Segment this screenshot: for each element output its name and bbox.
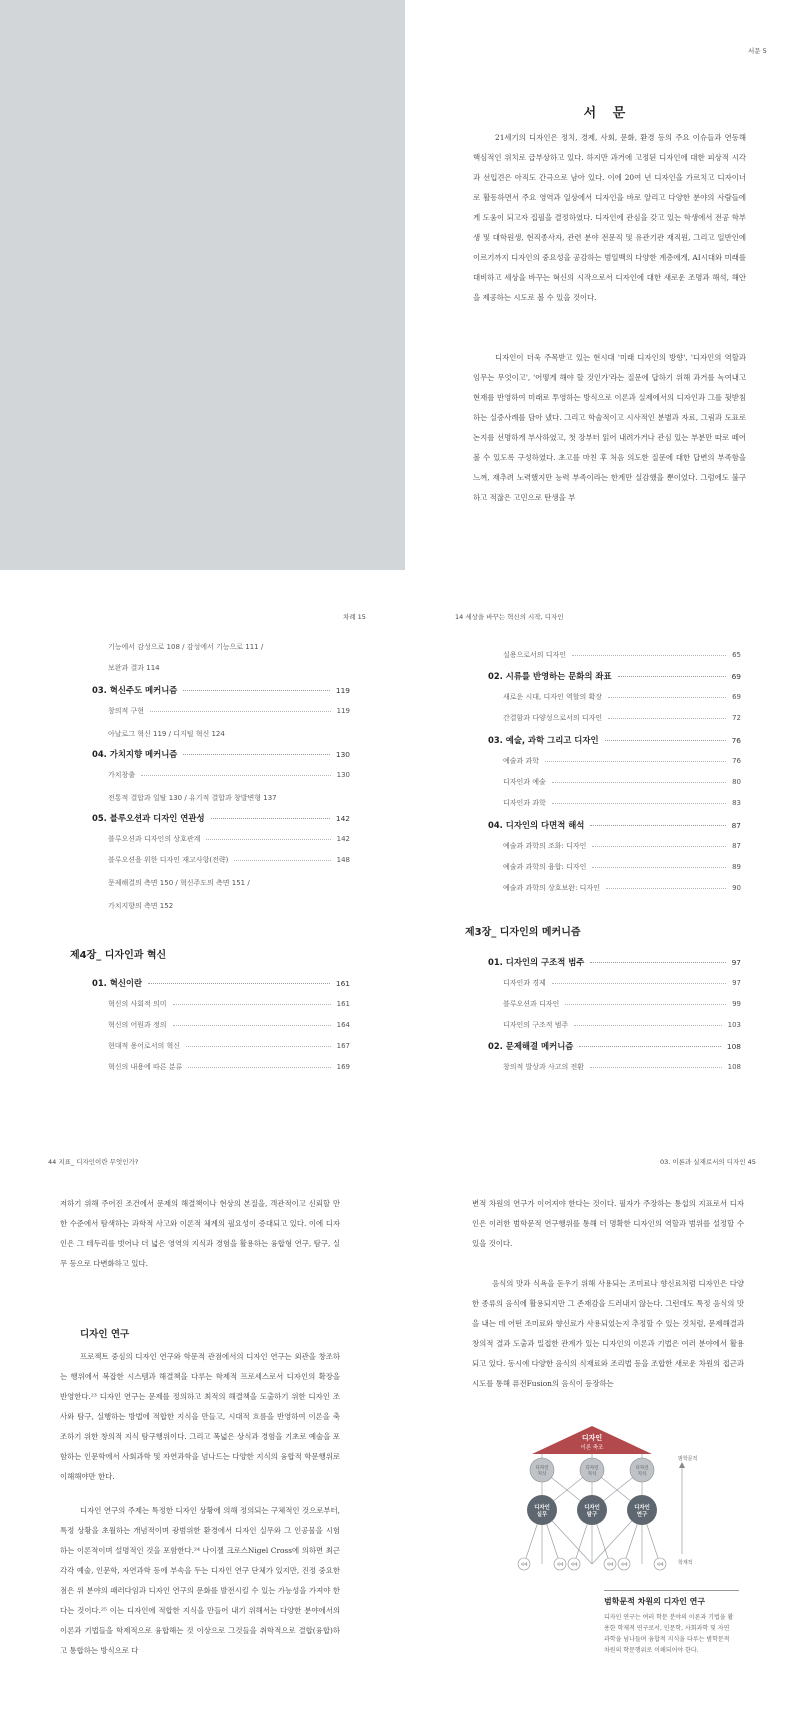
diagram-node-label: 디자인: [634, 1505, 650, 1511]
toc-item[interactable]: 디자인과 예술 80: [503, 778, 741, 786]
toc-left-running-head: 차례 15: [343, 613, 366, 621]
diagram-node-label: 디자인: [584, 1505, 600, 1511]
figure-caption-title: 범학문적 차원의 디자인 연구: [604, 1597, 706, 1606]
body-right-paragraph-2: 음식의 맛과 식욕을 돋우기 위해 사용되는 조미료나 향신료처럼 디자인은 다양한 종류의 음식에 활용되지만 그 존재감을 드러내지 않는다. 그런데도 특정 음식의 맛을 내는 데 어떤 조미료와 향신료가 사용되었는지 추정할 수 있는 것처럼, 문제해결과 창의적 결과 도출과 밀접한 관계가 있는 디자인의 이론과 기법은 여러 분야에서 활용되고 있다. 동시에 다양한 음식의 식재료와 조리법 등을 조합한 새로운 차원의 접근과 시도를 통해 퓨전Fusion의 음식이 등장하는: [472, 1279, 744, 1388]
toc-section[interactable]: 05. 블루오션과 디자인 연관성 142: [92, 813, 350, 823]
diagram-node-label: 디자인: [585, 1466, 599, 1471]
toc-item[interactable]: 현대적 용어로서의 혁신 167: [108, 1042, 350, 1050]
toc-cont-line: 보완과 결과 114: [108, 664, 160, 672]
toc-chapter-heading[interactable]: 제4장_ 디자인과 혁신: [70, 950, 167, 961]
toc-item[interactable]: 가치창출 130: [108, 771, 350, 779]
toc-item[interactable]: 간결함과 다양성으로서의 디자인 72: [503, 714, 741, 722]
toc-cont-line: 전통적 결합과 일탈 130 / 유기적 결합과 창발변형 137: [108, 794, 277, 802]
diagram-bottom-label: 내배: [520, 1562, 528, 1567]
toc-item[interactable]: 실용으로서의 디자인 65: [503, 651, 741, 659]
diagram-node-label: 지식: [537, 1472, 547, 1477]
body-left-paragraph-1: 프로젝트 중심의 디자인 연구와 학문적 관점에서의 디자인 연구는 외관을 창조하는 행위에서 복잡한 시스템과 해결책을 다루는 학제적 프로세스로서 디자인의 확장을 반영한다.²³ 디자인 연구는 문제를 정의하고 최적의 해결책을 도출하기 위한 디자인 조사와 탐구, 실행하는 방법에 적합한 지식을 만들고, 시대적 흐름을 반영하여 이론을 축조하기 위한 창의적 지식 탐구행위이다. 그리고 폭넓은 상식과 경험을 기초로 예술을 포함하는 인문학에서 사회과학 및 자연과학을 넘나드는 다양한 지식의 융합적 학문행위로 이해해야만 한다.: [60, 1352, 340, 1481]
toc-item[interactable]: 창의적 발상과 사고의 전환 108: [503, 1063, 741, 1071]
toc-chapter-heading[interactable]: 제3장_ 디자인의 메커니즘: [465, 927, 581, 938]
toc-cont-line: 기능에서 감성으로 108 / 감성에서 기능으로 111 /: [108, 643, 264, 651]
toc-section[interactable]: 03. 혁신주도 메커니즘 119: [92, 685, 350, 695]
toc-right-running-head: 14 세상을 바꾸는 혁신의 시작, 디자인: [455, 613, 564, 621]
toc-section[interactable]: 04. 가치지향 메커니즘 130: [92, 749, 350, 759]
toc-section[interactable]: 02. 문제해결 메커니즘 108: [488, 1041, 741, 1051]
toc-item[interactable]: 디자인의 구조적 범주 103: [503, 1021, 741, 1029]
toc-section[interactable]: 03. 예술, 과학 그리고 디자인 76: [488, 735, 741, 745]
caption-divider: [604, 1590, 739, 1591]
arrow-up-icon: [679, 1462, 685, 1468]
diagram-label-interdisciplinary-top: 범학문적: [678, 1456, 698, 1462]
toc-item[interactable]: 디자인과 경제 97: [503, 979, 741, 987]
toc-item[interactable]: 디자인과 과학 83: [503, 799, 741, 807]
toc-section[interactable]: 01. 혁신이란 161: [92, 978, 350, 988]
preface-running-head: 서문 5: [748, 47, 767, 55]
toc-section[interactable]: 02. 시류를 반영하는 문화의 좌표 69: [488, 671, 741, 681]
toc-item[interactable]: 혁신의 어원과 정의 164: [108, 1021, 350, 1029]
design-research-diagram: [510, 1424, 710, 1584]
diagram-node-label: 지식: [587, 1472, 597, 1477]
diagram-bottom-label: 내배: [656, 1562, 664, 1567]
diagram-bottom-label: 내배: [620, 1562, 628, 1567]
toc-item[interactable]: 예술과 과학의 상호보완: 디자인 90: [503, 884, 741, 892]
diagram-node-label: 디자인: [534, 1505, 550, 1511]
toc-item[interactable]: 블루오션과 디자인 99: [503, 1000, 741, 1008]
toc-cont-line: 가치지향의 측면 152: [108, 902, 174, 910]
toc-item[interactable]: 새로운 시대, 디자인 역할의 확장 69: [503, 693, 741, 701]
diagram-node-label: 연구: [636, 1512, 648, 1518]
toc-item[interactable]: 블루오션과 디자인의 상호관계 142: [108, 835, 350, 843]
preface-paragraph-2: 디자인이 더욱 주목받고 있는 현시대 '미래 디자인의 방향', '디자인의 역할과 임무는 무엇이고', '어떻게 해야 할 것인가'라는 질문에 답하기 위해 과거를 녹여내고 현재를 반영하여 미래로 투영하는 방식으로 이론과 실제에서의 디자인과 그를 뒷받침하는 실증사례를 담아 냈다. 그리고 학술적이고 시사적인 분별과 자료, 그림과 도표로 논지를 선명하게 부사하였고, 첫 장부터 읽어 내려가거나 관심 있는 부분만 따로 떼어 볼 수 있도록 구성하였다. 초고를 마친 후 처음 의도한 질문에 대한 답변의 부족함을 느껴, 재추려 노력했지만 능력 부족이라는 한계만 실감했을 뿐이었다. 그럼에도 불구하고 적잖은 고민으로 탄생을 부: [473, 353, 746, 502]
diagram-roof-label: 디자인: [581, 1434, 603, 1442]
body-left-running-head: 44 지표_ 디자인이란 무엇인가?: [48, 1158, 139, 1166]
diagram-roof-sublabel: 이론 축조: [580, 1445, 604, 1451]
toc-item[interactable]: 혁신의 사회적 의미 161: [108, 1000, 350, 1008]
diagram-label-interdisciplinary-bottom: 학제적: [678, 1560, 693, 1566]
blank-gray-page: [0, 0, 405, 570]
toc-item[interactable]: 혁신의 내용에 따른 분류 169: [108, 1063, 350, 1071]
body-right-running-head: 03. 이론과 실재로서의 디자인 45: [660, 1158, 756, 1166]
toc-item[interactable]: 창의적 구현 119: [108, 707, 350, 715]
body-left-paragraph-2: 디자인 연구의 주제는 특정한 디자인 상황에 의해 정의되는 구체적인 것으로부터, 특정 상황을 초월하는 개념적이며 광범위한 환경에서 디자인 실무와 그 인공물을 시험하는 이론적이며 설명적인 것을 포함한다.²⁴ 나이젤 크로스Nigel Cross에 의하면 최근 각각 예술, 인문학, 자연과학 등에 부속을 두는 디자인 연구 단체가 있지만, 진정 중요한 점은 위 분야의 패러다임과 디자인 연구의 문화를 발전시킬 수 있는 가능성을 가져야 한다는 것이다.²⁵ 이는 디자인에 적합한 지식을 만들어 내기 위해서는 다양한 분야에서의 이론과 기법들을 학제적으로 융합해는 것 이상으로 그것들을 취학적으로 결합(융합)하고 통합하는 방식으로 다: [60, 1506, 340, 1655]
diagram-bottom-label: 내배: [606, 1562, 614, 1567]
diagram-node-label: 디자인: [535, 1466, 549, 1471]
body-left-intro: 저하기 위해 주어진 조건에서 문제의 해결책이나 현상의 본질을, 객관적이고 신뢰할 만한 수준에서 탐색하는 과학적 사고와 이론적 체계의 필요성이 증대되고 있다. 이에 디자인은 그 테두리를 벗어나 더 넓은 영역의 지식과 경험을 활용하는 융합형 연구, 탐구, 실무 등으로 다변화하고 있다.: [60, 1199, 340, 1268]
toc-cont-line: 아날로그 혁신 119 / 디지털 혁신 124: [108, 730, 225, 738]
toc-item[interactable]: 예술과 과학의 융합: 디자인 89: [503, 863, 741, 871]
toc-item[interactable]: 예술과 과학 76: [503, 757, 741, 765]
figure-caption-text: 디자인 연구는 여러 학문 분야의 이론과 기법을 활용한 학제적 연구로서, 인문학, 사회과학 및 자연과학을 넘나들며 융합적 지식을 다루는 범학문적 차원의 학문행위로 이해되어야 한다.: [604, 1614, 734, 1654]
diagram-node-label: 디자인: [635, 1466, 649, 1471]
diagram-node-label: 실무: [536, 1512, 548, 1518]
toc-section[interactable]: 01. 디자인의 구조적 범주 97: [488, 957, 741, 967]
preface-title: 서 문: [583, 106, 632, 121]
preface-paragraph-1: 21세기의 디자인은 정치, 경제, 사회, 문화, 환경 등의 주요 이슈들과 연동해 핵심적인 위치로 급부상하고 있다. 하지만 과거에 고정된 디자인에 대한 피상적 시각과 선입견은 아직도 간극으로 남아 있다. 이에 20여 년 디자인을 가르치고 디자이너로 활동하면서 주요 영역과 일상에서 디자인을 바로 알리고 다양한 분야의 사람들에게 도움이 되고자 집필을 결정하였다. 디자인에 관심을 갖고 있는 학생에서 전공 학부생 및 대학원생, 현직종사자, 관련 분야 전문직 및 유관기관 재직원, 그리고 일반인에 이르기까지 디자인의 중요성을 공감하는 범일백의 다양한 계층에게, AI시대와 미래를 대비하고 세상을 바꾸는 혁신의 시작으로서 디자인에 대한 새로운 조명과 해석, 해안을 제공하는 시도로 볼 수 있을 것이다.: [473, 133, 746, 302]
toc-item[interactable]: 블루오션을 위한 디자인 재고사항(전략) 148: [108, 856, 350, 864]
section-heading: 디자인 연구: [80, 1329, 130, 1340]
diagram-bottom-label: 내배: [556, 1562, 564, 1567]
diagram-node-label: 지식: [637, 1472, 647, 1477]
diagram-bottom-label: 내배: [570, 1562, 578, 1567]
toc-item[interactable]: 예술과 과학의 조화: 디자인 87: [503, 842, 741, 850]
toc-cont-line: 문제해결의 측면 150 / 혁신주도의 측면 151 /: [108, 879, 250, 887]
body-right-paragraph-1: 변적 차원의 연구가 이어져야 한다는 것이다. 필자가 주장하는 통섭의 지표로서 디자인은 이러한 범학문적 연구행위를 통해 더 명확한 디자인의 역할과 범위를 설정할 수 있을 것이다.: [472, 1199, 744, 1248]
diagram-node-label: 탐구: [586, 1512, 598, 1518]
toc-section[interactable]: 04. 디자인의 다면적 해석 87: [488, 820, 741, 830]
